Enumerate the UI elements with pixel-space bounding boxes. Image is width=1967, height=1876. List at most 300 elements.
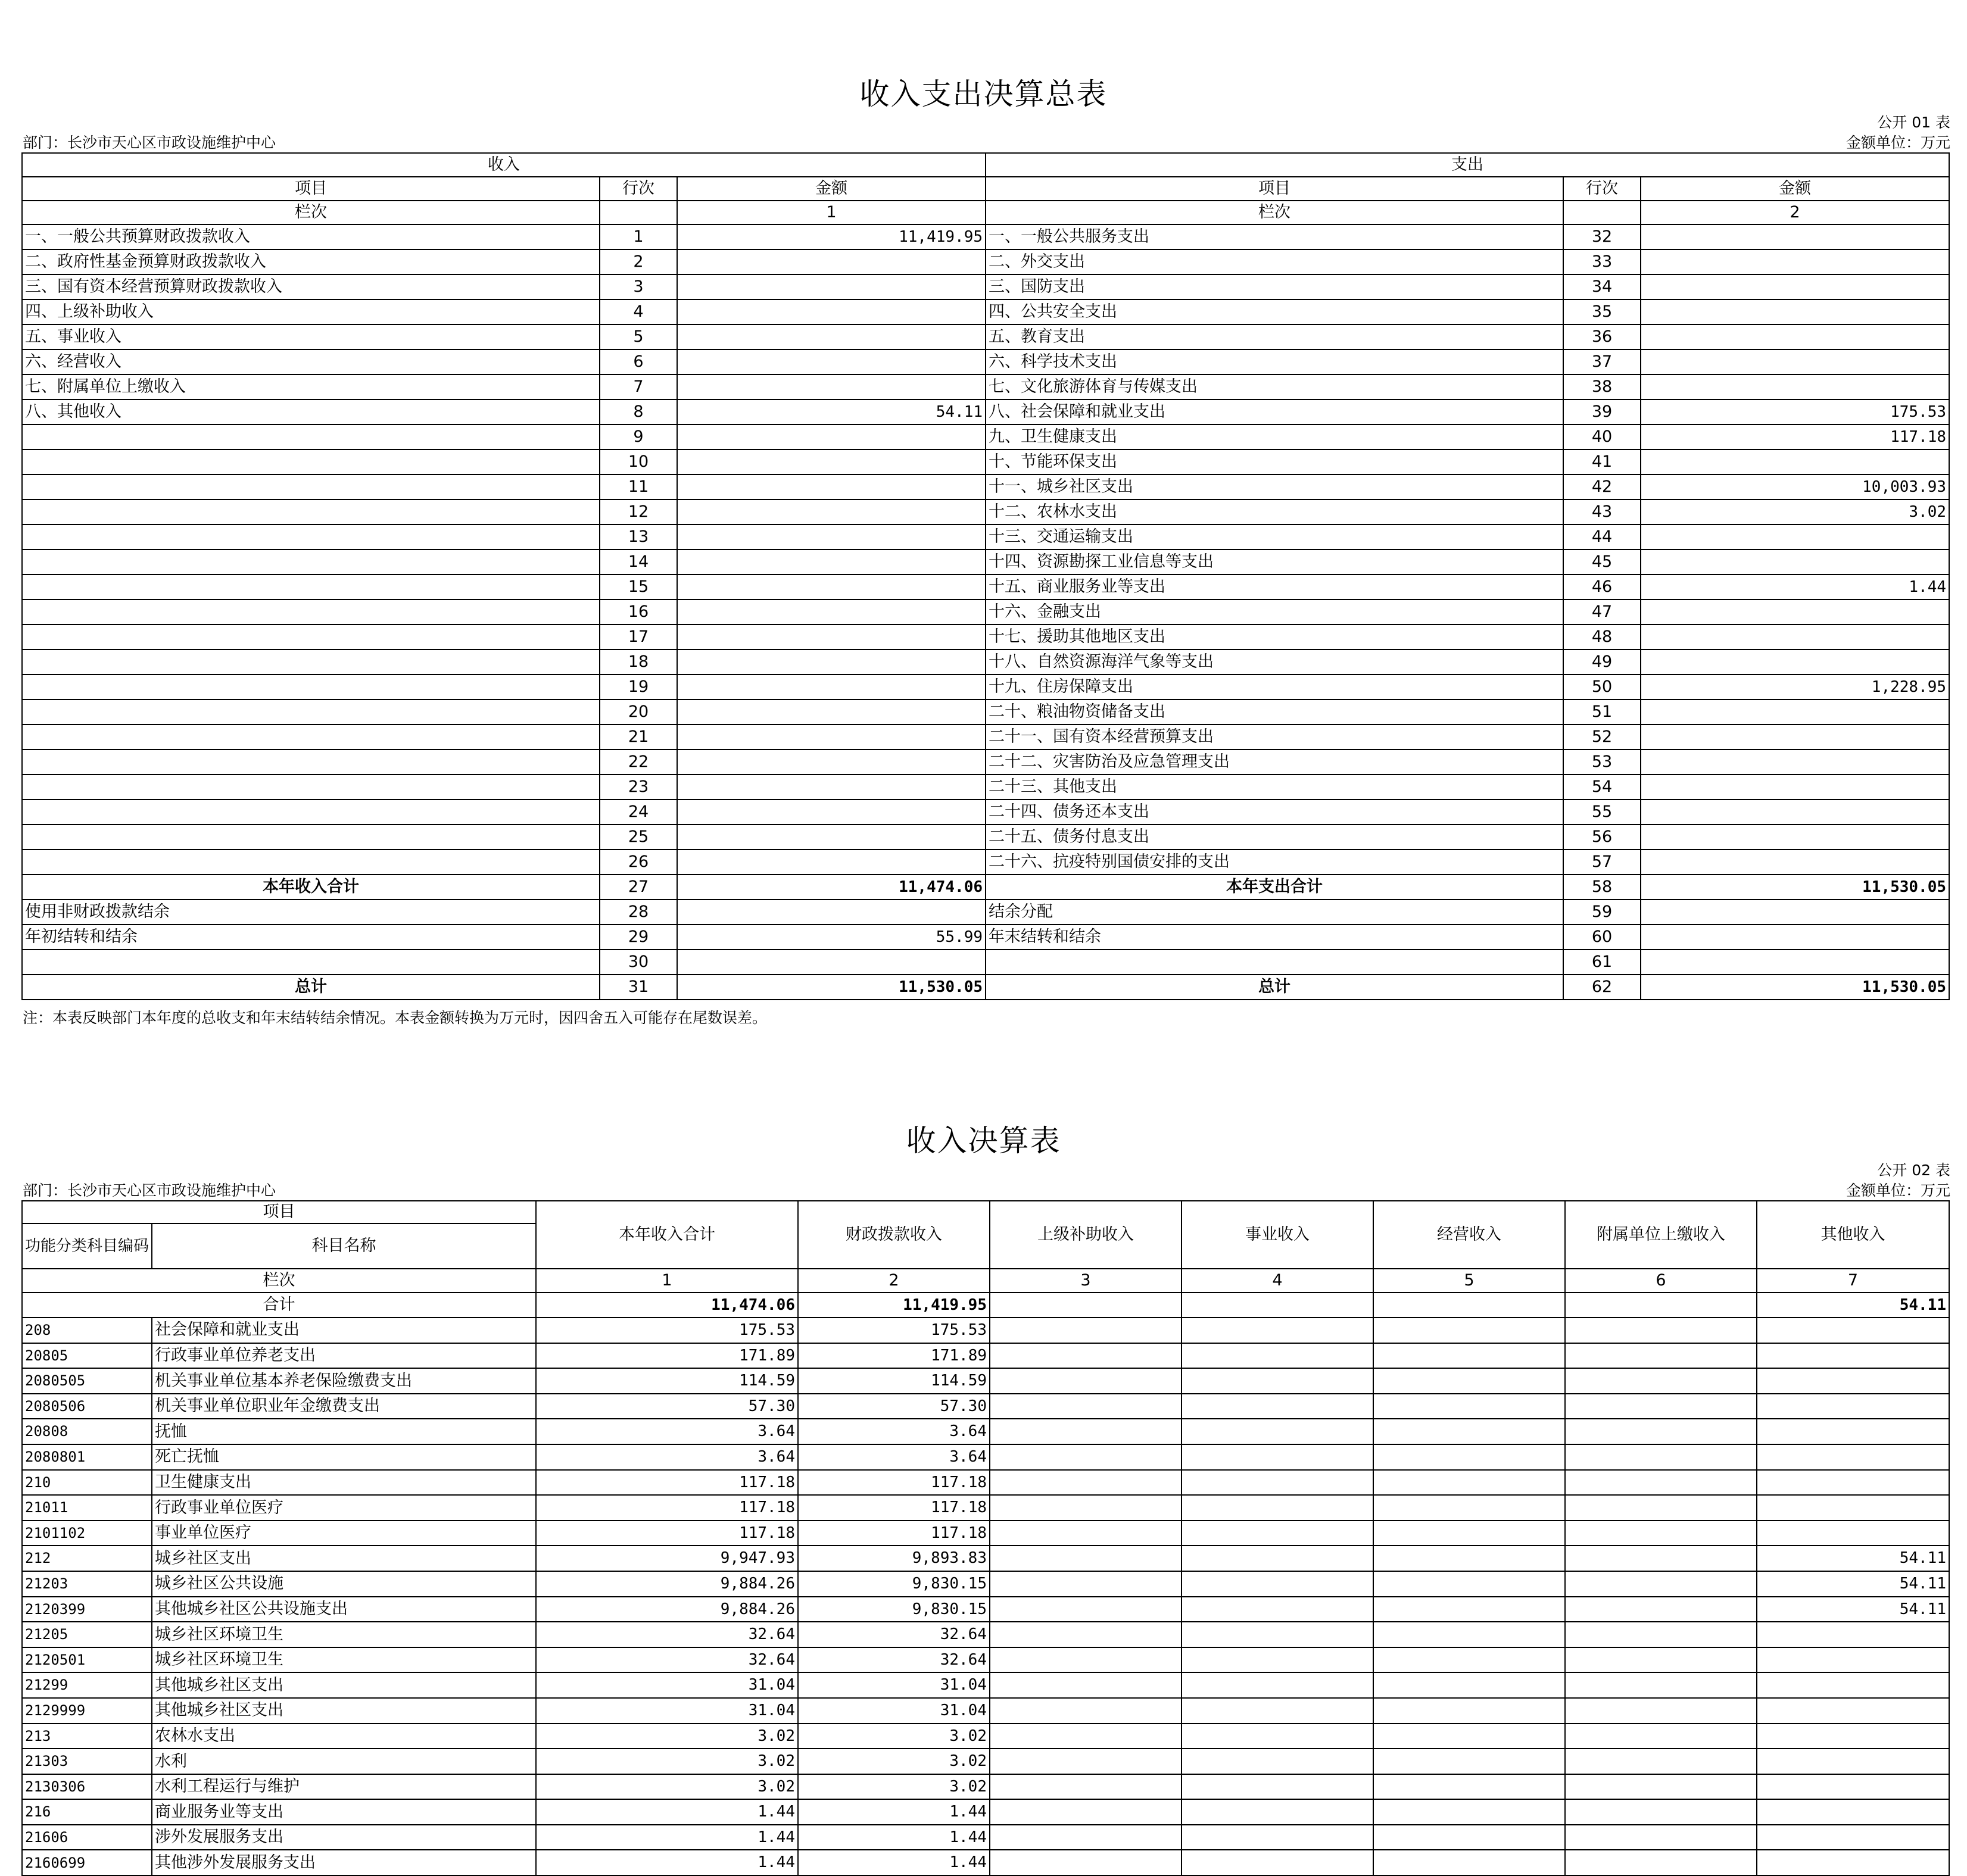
expense-item: 二十六、抗疫特别国债安排的支出 <box>986 850 1563 875</box>
affiliated-income <box>1565 1394 1757 1419</box>
table-row <box>22 725 1949 750</box>
total-income: 3.64 <box>536 1419 798 1444</box>
expense-amount <box>1641 299 1949 324</box>
expense-line-no: 59 <box>1563 900 1641 925</box>
affiliated-income <box>1565 1799 1757 1825</box>
income-line-no: 19 <box>600 675 677 700</box>
income-line-no: 2 <box>600 249 677 274</box>
subject-code: 21606 <box>22 1825 152 1850</box>
fiscal-income: 117.18 <box>798 1495 990 1521</box>
expense-item <box>986 950 1563 975</box>
subject-name: 城乡社区公共设施 <box>152 1571 536 1597</box>
table-row <box>22 925 1949 950</box>
table-row <box>22 1825 1949 1850</box>
col-3: 3 <box>990 1269 1182 1293</box>
income-line-no: 21 <box>600 725 677 750</box>
expense-col-label: 栏次 <box>986 201 1563 224</box>
affiliated-income <box>1565 1495 1757 1521</box>
expense-item: 十八、自然资源海洋气象等支出 <box>986 650 1563 675</box>
expense-item: 二十一、国有资本经营预算支出 <box>986 725 1563 750</box>
income-line-no: 14 <box>600 550 677 575</box>
total-v1: 11,474.06 <box>536 1293 798 1318</box>
table-row <box>22 374 1949 399</box>
upper-subsidy-header: 上级补助收入 <box>990 1201 1182 1269</box>
income-item-header: 项目 <box>22 177 600 201</box>
income-amount: 11,419.95 <box>677 224 986 249</box>
income-line-no: 23 <box>600 775 677 800</box>
expense-item: 十七、援助其他地区支出 <box>986 625 1563 650</box>
affiliated-income <box>1565 1850 1757 1875</box>
table2-unit: 金额单位：万元 <box>1846 1182 1950 1199</box>
table-row <box>22 1672 1949 1698</box>
business-income <box>1182 1622 1373 1647</box>
operating-income <box>1373 1622 1565 1647</box>
operating-income <box>1373 1419 1565 1444</box>
other-income: 54.11 <box>1757 1546 1949 1571</box>
income-line-no: 5 <box>600 324 677 349</box>
expense-line-no: 45 <box>1563 550 1641 575</box>
income-amount <box>677 800 986 825</box>
other-income <box>1757 1850 1949 1875</box>
operating-income <box>1373 1368 1565 1394</box>
expense-amount <box>1641 900 1949 925</box>
other-income <box>1757 1672 1949 1698</box>
subject-name: 其他城乡社区公共设施支出 <box>152 1597 536 1622</box>
table-row <box>22 625 1949 650</box>
income-item <box>22 450 600 475</box>
income-item <box>22 825 600 850</box>
table-row <box>22 1318 1949 1343</box>
operating-income <box>1373 1470 1565 1496</box>
col-4: 4 <box>1182 1269 1373 1293</box>
expense-line-no: 33 <box>1563 249 1641 274</box>
fiscal-income: 117.18 <box>798 1470 990 1496</box>
expense-amount <box>1641 800 1949 825</box>
operating-income <box>1373 1825 1565 1850</box>
expense-line-no: 41 <box>1563 450 1641 475</box>
subject-code: 2130306 <box>22 1774 152 1800</box>
income-amount: 54.11 <box>677 399 986 424</box>
income-line-no: 10 <box>600 450 677 475</box>
fiscal-income: 31.04 <box>798 1672 990 1698</box>
table-row <box>22 1724 1949 1749</box>
income-item <box>22 850 600 875</box>
income-amount <box>677 675 986 700</box>
business-income <box>1182 1368 1373 1394</box>
total-income: 3.64 <box>536 1444 798 1470</box>
operating-income-header: 经营收入 <box>1373 1201 1565 1269</box>
income-col-number: 1 <box>677 201 986 224</box>
expense-item: 四、公共安全支出 <box>986 299 1563 324</box>
expense-line-no: 43 <box>1563 500 1641 525</box>
table1-title: 收入支出决算总表 <box>859 77 1108 111</box>
affiliated-income <box>1565 1749 1757 1774</box>
income-amount <box>677 650 986 675</box>
operating-income <box>1373 1394 1565 1419</box>
fiscal-income: 1.44 <box>798 1825 990 1850</box>
total-v5 <box>1373 1293 1565 1318</box>
subject-name: 抚恤 <box>152 1419 536 1444</box>
upper-subsidy <box>990 1622 1182 1647</box>
subject-code: 2160699 <box>22 1850 152 1875</box>
expense-amount <box>1641 525 1949 550</box>
expense-amount-header: 金额 <box>1641 177 1949 201</box>
income-amount <box>677 900 986 925</box>
expense-item: 结余分配 <box>986 900 1563 925</box>
upper-subsidy <box>990 1724 1182 1749</box>
total-income: 117.18 <box>536 1521 798 1546</box>
other-income: 54.11 <box>1757 1597 1949 1622</box>
subject-code: 2080506 <box>22 1394 152 1419</box>
expense-line-no: 49 <box>1563 650 1641 675</box>
expense-line-no: 39 <box>1563 399 1641 424</box>
table-row <box>22 950 1949 975</box>
table-row <box>22 600 1949 625</box>
table-row <box>22 1546 1949 1571</box>
subject-name: 社会保障和就业支出 <box>152 1318 536 1343</box>
table-row <box>22 850 1949 875</box>
expense-line-no: 55 <box>1563 800 1641 825</box>
subject-name: 机关事业单位基本养老保险缴费支出 <box>152 1368 536 1394</box>
table-row <box>22 399 1949 424</box>
upper-subsidy <box>990 1546 1182 1571</box>
other-income <box>1757 1647 1949 1673</box>
operating-income <box>1373 1546 1565 1571</box>
table-row <box>22 249 1949 274</box>
name-header: 科目名称 <box>152 1223 536 1269</box>
expense-item: 十一、城乡社区支出 <box>986 475 1563 500</box>
other-income <box>1757 1774 1949 1800</box>
table-row <box>22 1647 1949 1673</box>
upper-subsidy <box>990 1850 1182 1875</box>
subject-name: 机关事业单位职业年金缴费支出 <box>152 1394 536 1419</box>
other-income <box>1757 1444 1949 1470</box>
income-amount <box>677 825 986 850</box>
col-2: 2 <box>798 1269 990 1293</box>
other-income: 54.11 <box>1757 1571 1949 1597</box>
income-line-header: 行次 <box>600 177 677 201</box>
upper-subsidy <box>990 1799 1182 1825</box>
income-col-label: 栏次 <box>22 201 600 224</box>
expense-line-no: 50 <box>1563 675 1641 700</box>
expense-line-no: 32 <box>1563 224 1641 249</box>
table-row <box>22 650 1949 675</box>
income-amount <box>677 349 986 374</box>
operating-income <box>1373 1597 1565 1622</box>
expense-item: 二十五、债务付息支出 <box>986 825 1563 850</box>
business-income <box>1182 1850 1373 1875</box>
subject-code: 2080505 <box>22 1368 152 1394</box>
total-income: 57.30 <box>536 1394 798 1419</box>
affiliated-income <box>1565 1444 1757 1470</box>
upper-subsidy <box>990 1444 1182 1470</box>
subject-name: 行政事业单位养老支出 <box>152 1343 536 1369</box>
other-income <box>1757 1749 1949 1774</box>
income-amount <box>677 450 986 475</box>
income-amount <box>677 700 986 725</box>
income-amount <box>677 274 986 299</box>
expense-line-no: 36 <box>1563 324 1641 349</box>
other-income <box>1757 1521 1949 1546</box>
income-line-no: 9 <box>600 424 677 450</box>
table-row <box>22 975 1949 1000</box>
expense-item: 十五、商业服务业等支出 <box>986 575 1563 600</box>
affiliated-income <box>1565 1571 1757 1597</box>
income-line-no: 12 <box>600 500 677 525</box>
other-income <box>1757 1724 1949 1749</box>
upper-subsidy <box>990 1825 1182 1850</box>
affiliated-income <box>1565 1774 1757 1800</box>
income-line-no: 29 <box>600 925 677 950</box>
subject-code: 213 <box>22 1724 152 1749</box>
expense-item: 十、节能环保支出 <box>986 450 1563 475</box>
upper-subsidy <box>990 1571 1182 1597</box>
expense-line-no: 46 <box>1563 575 1641 600</box>
subject-name: 水利工程运行与维护 <box>152 1774 536 1800</box>
expense-item: 七、文化旅游体育与传媒支出 <box>986 374 1563 399</box>
income-line-no: 28 <box>600 900 677 925</box>
expense-item: 二十三、其他支出 <box>986 775 1563 800</box>
expense-amount: 117.18 <box>1641 424 1949 450</box>
expense-line-no: 37 <box>1563 349 1641 374</box>
fiscal-income: 171.89 <box>798 1343 990 1369</box>
expense-item: 二十二、灾害防治及应急管理支出 <box>986 750 1563 775</box>
subject-code: 208 <box>22 1318 152 1343</box>
expense-item: 十六、金融支出 <box>986 600 1563 625</box>
expense-amount: 11,530.05 <box>1641 875 1949 900</box>
income-line-no: 4 <box>600 299 677 324</box>
subject-name: 水利 <box>152 1749 536 1774</box>
upper-subsidy <box>990 1318 1182 1343</box>
income-item: 一、一般公共预算财政拨款收入 <box>22 224 600 249</box>
expense-amount <box>1641 650 1949 675</box>
expense-item: 五、教育支出 <box>986 324 1563 349</box>
income-amount-header: 金额 <box>677 177 986 201</box>
fiscal-income: 32.64 <box>798 1647 990 1673</box>
table-row <box>22 1521 1949 1546</box>
expense-line-no: 40 <box>1563 424 1641 450</box>
expense-item-header: 项目 <box>986 177 1563 201</box>
fiscal-income: 9,893.83 <box>798 1546 990 1571</box>
income-amount <box>677 249 986 274</box>
expense-header: 支出 <box>986 153 1949 177</box>
income-line-no: 31 <box>600 975 677 1000</box>
affiliated-income <box>1565 1724 1757 1749</box>
expense-amount <box>1641 700 1949 725</box>
business-income <box>1182 1444 1373 1470</box>
business-income <box>1182 1343 1373 1369</box>
income-item: 年初结转和结余 <box>22 925 600 950</box>
subject-code: 210 <box>22 1470 152 1496</box>
subject-code: 2101102 <box>22 1521 152 1546</box>
income-line-no: 17 <box>600 625 677 650</box>
total-income: 3.02 <box>536 1724 798 1749</box>
expense-item: 八、社会保障和就业支出 <box>986 399 1563 424</box>
table1-note: 注：本表反映部门本年度的总收支和年末结转结余情况。本表金额转换为万元时，因四舍五入可能存在尾数误差。 <box>23 1009 768 1026</box>
operating-income <box>1373 1318 1565 1343</box>
upper-subsidy <box>990 1495 1182 1521</box>
other-income <box>1757 1419 1949 1444</box>
income-item: 六、经营收入 <box>22 349 600 374</box>
income-item <box>22 475 600 500</box>
table2-title: 收入决算表 <box>906 1123 1061 1158</box>
income-line-no: 1 <box>600 224 677 249</box>
expense-amount <box>1641 324 1949 349</box>
income-amount <box>677 750 986 775</box>
expense-line-no: 54 <box>1563 775 1641 800</box>
table-row <box>22 500 1949 525</box>
business-income <box>1182 1774 1373 1800</box>
table-row <box>22 825 1949 850</box>
total-income: 9,884.26 <box>536 1571 798 1597</box>
subject-code: 21303 <box>22 1749 152 1774</box>
upper-subsidy <box>990 1774 1182 1800</box>
expense-line-header: 行次 <box>1563 177 1641 201</box>
table-row <box>22 900 1949 925</box>
table-row <box>22 224 1949 249</box>
business-income-header: 事业收入 <box>1182 1201 1373 1269</box>
table-row <box>22 775 1949 800</box>
subject-name: 行政事业单位医疗 <box>152 1495 536 1521</box>
expense-amount <box>1641 825 1949 850</box>
fiscal-income: 3.64 <box>798 1444 990 1470</box>
item-header: 项目 <box>22 1201 536 1223</box>
income-item <box>22 424 600 450</box>
affiliated-income <box>1565 1546 1757 1571</box>
expense-item: 六、科学技术支出 <box>986 349 1563 374</box>
expense-line-no: 53 <box>1563 750 1641 775</box>
col-7: 7 <box>1757 1269 1949 1293</box>
income-item <box>22 575 600 600</box>
subject-name: 事业单位医疗 <box>152 1521 536 1546</box>
total-income: 117.18 <box>536 1495 798 1521</box>
income-amount <box>677 299 986 324</box>
table-row <box>22 1470 1949 1496</box>
subject-code: 21203 <box>22 1571 152 1597</box>
operating-income <box>1373 1774 1565 1800</box>
income-item: 五、事业收入 <box>22 324 600 349</box>
upper-subsidy <box>990 1597 1182 1622</box>
table1-dept: 部门：长沙市天心区市政设施维护中心 <box>23 134 276 151</box>
expense-line-no: 34 <box>1563 274 1641 299</box>
total-income: 31.04 <box>536 1672 798 1698</box>
table-row <box>22 875 1949 900</box>
business-income <box>1182 1647 1373 1673</box>
affiliated-income-header: 附属单位上缴收入 <box>1565 1201 1757 1269</box>
table-row <box>22 1850 1949 1875</box>
income-item: 八、其他收入 <box>22 399 600 424</box>
business-income <box>1182 1799 1373 1825</box>
income-item: 二、政府性基金预算财政拨款收入 <box>22 249 600 274</box>
business-income <box>1182 1698 1373 1724</box>
subject-name: 其他涉外发展服务支出 <box>152 1850 536 1875</box>
expense-col-number: 2 <box>1641 201 1949 224</box>
affiliated-income <box>1565 1622 1757 1647</box>
table-row <box>22 800 1949 825</box>
expense-item: 十二、农林水支出 <box>986 500 1563 525</box>
total-income: 3.02 <box>536 1749 798 1774</box>
expense-item: 三、国防支出 <box>986 274 1563 299</box>
subject-name: 其他城乡社区支出 <box>152 1698 536 1724</box>
upper-subsidy <box>990 1672 1182 1698</box>
expense-item: 本年支出合计 <box>986 875 1563 900</box>
operating-income <box>1373 1571 1565 1597</box>
total-income-header: 本年收入合计 <box>536 1201 798 1269</box>
fiscal-income: 32.64 <box>798 1622 990 1647</box>
affiliated-income <box>1565 1343 1757 1369</box>
subject-code: 2080801 <box>22 1444 152 1470</box>
operating-income <box>1373 1521 1565 1546</box>
other-income <box>1757 1318 1949 1343</box>
subject-name: 农林水支出 <box>152 1724 536 1749</box>
expense-amount: 1,228.95 <box>1641 675 1949 700</box>
table-row <box>22 324 1949 349</box>
subject-code: 21205 <box>22 1622 152 1647</box>
other-income <box>1757 1394 1949 1419</box>
other-income <box>1757 1368 1949 1394</box>
expense-item: 二、外交支出 <box>986 249 1563 274</box>
expense-line-no: 57 <box>1563 850 1641 875</box>
col-1: 1 <box>536 1269 798 1293</box>
expense-line-no: 56 <box>1563 825 1641 850</box>
expense-line-no: 60 <box>1563 925 1641 950</box>
income-line-no: 26 <box>600 850 677 875</box>
fiscal-header: 财政拨款收入 <box>798 1201 990 1269</box>
business-income <box>1182 1495 1373 1521</box>
income-amount: 11,530.05 <box>677 975 986 1000</box>
expense-amount <box>1641 950 1949 975</box>
operating-income <box>1373 1343 1565 1369</box>
expense-line-no: 42 <box>1563 475 1641 500</box>
expense-item: 年末结转和结余 <box>986 925 1563 950</box>
operating-income <box>1373 1672 1565 1698</box>
operating-income <box>1373 1698 1565 1724</box>
table-row <box>22 1799 1949 1825</box>
business-income <box>1182 1825 1373 1850</box>
income-header: 收入 <box>22 153 986 177</box>
table-row <box>22 525 1949 550</box>
other-income <box>1757 1470 1949 1496</box>
fiscal-income: 114.59 <box>798 1368 990 1394</box>
subject-code: 216 <box>22 1799 152 1825</box>
total-income: 9,884.26 <box>536 1597 798 1622</box>
table2-dept: 部门：长沙市天心区市政设施维护中心 <box>23 1182 276 1199</box>
total-income: 1.44 <box>536 1825 798 1850</box>
income-item <box>22 525 600 550</box>
income-item <box>22 600 600 625</box>
total-income: 32.64 <box>536 1622 798 1647</box>
fiscal-income: 117.18 <box>798 1521 990 1546</box>
operating-income <box>1373 1799 1565 1825</box>
expense-item: 二十、粮油物资储备支出 <box>986 700 1563 725</box>
fiscal-income: 175.53 <box>798 1318 990 1343</box>
total-label: 合计 <box>22 1293 536 1318</box>
table-row <box>22 450 1949 475</box>
expense-line-no: 62 <box>1563 975 1641 1000</box>
income-line-no: 7 <box>600 374 677 399</box>
table-row <box>22 1698 1949 1724</box>
table-row <box>22 1571 1949 1597</box>
expense-line-no: 44 <box>1563 525 1641 550</box>
subject-code: 2120399 <box>22 1597 152 1622</box>
income-item <box>22 750 600 775</box>
total-income: 1.44 <box>536 1850 798 1875</box>
business-income <box>1182 1571 1373 1597</box>
business-income <box>1182 1546 1373 1571</box>
income-line-no: 18 <box>600 650 677 675</box>
subject-name: 其他城乡社区支出 <box>152 1672 536 1698</box>
fiscal-income: 9,830.15 <box>798 1597 990 1622</box>
